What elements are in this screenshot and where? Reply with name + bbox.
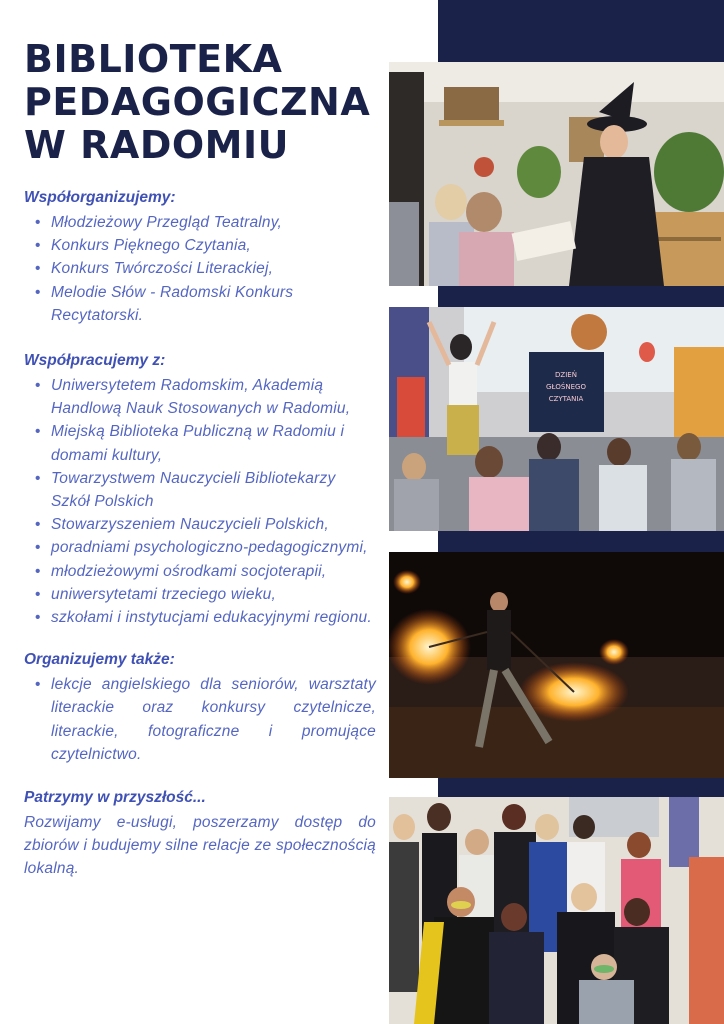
list-item: • Melodie Słów - Radomski Konkurs Recytatorski. xyxy=(24,281,376,327)
list-item: • Stowarzyszeniem Nauczycieli Polskich, xyxy=(24,513,376,536)
list-item: • młodzieżowymi ośrodkami socjoterapii, xyxy=(24,560,376,583)
section-heading-future: Patrzymy w przyszłość... xyxy=(24,789,206,807)
cooperate-list xyxy=(24,374,376,629)
sign-text-line-1: DZIEŃ xyxy=(555,371,577,379)
section-heading-cooperate: Współpracujemy z: xyxy=(24,352,166,370)
photo-reading-day-exercise xyxy=(389,307,724,531)
section-heading-organize-also: Organizujemy także: xyxy=(24,651,175,669)
title-line: BIBLIOTEKA xyxy=(24,37,283,81)
photo-witch-reading xyxy=(389,62,724,286)
organize-also-list xyxy=(24,673,376,766)
main-text-column xyxy=(24,186,376,881)
list-item: • Uniwersytetem Radomskim, Akademią Handlową Nauk Stosowanych w Radomiu, xyxy=(24,374,376,420)
list-item: • Miejską Biblioteka Publiczną w Radomiu i domami kultury, xyxy=(24,420,376,466)
list-item: • Towarzystwem Nauczycieli Bibliotekarzy Szkół Polskich xyxy=(24,467,376,513)
page-title xyxy=(24,38,370,167)
sign-text-line-3: CZYTANIA xyxy=(548,395,584,403)
list-item: • Konkurs Twórczości Literackiej, xyxy=(24,257,376,280)
photo-fire-show xyxy=(389,552,724,778)
list-item: • szkołami i instytucjami edukacyjnymi regionu. xyxy=(24,606,376,629)
list-item: • lekcje angielskiego dla seniorów, warsztaty literackie oraz konkursy czytelnicze, literackie, fotograficzne i promujące czytelnictwo. xyxy=(24,673,376,766)
future-paragraph: Rozwijamy e-usługi, poszerzamy dostęp do zbiorów i budujemy silne relacje ze społecznością lokalną. xyxy=(24,814,376,878)
title-line: PEDAGOGICZNA xyxy=(24,80,371,124)
co-organize-list xyxy=(24,211,376,327)
sign-text-line-2: GŁOŚNEGO xyxy=(546,383,586,391)
section-heading-co-organize: Współorganizujemy: xyxy=(24,189,176,206)
list-item: • Młodzieżowy Przegląd Teatralny, xyxy=(24,211,376,234)
title-line: W RADOMIU xyxy=(24,123,289,167)
list-item: • poradniami psychologiczno-pedagogicznymi, xyxy=(24,536,376,559)
photo-masked-group xyxy=(389,797,724,1024)
list-item: • uniwersytetami trzeciego wieku, xyxy=(24,583,376,606)
list-item: • Konkurs Pięknego Czytania, xyxy=(24,234,376,257)
